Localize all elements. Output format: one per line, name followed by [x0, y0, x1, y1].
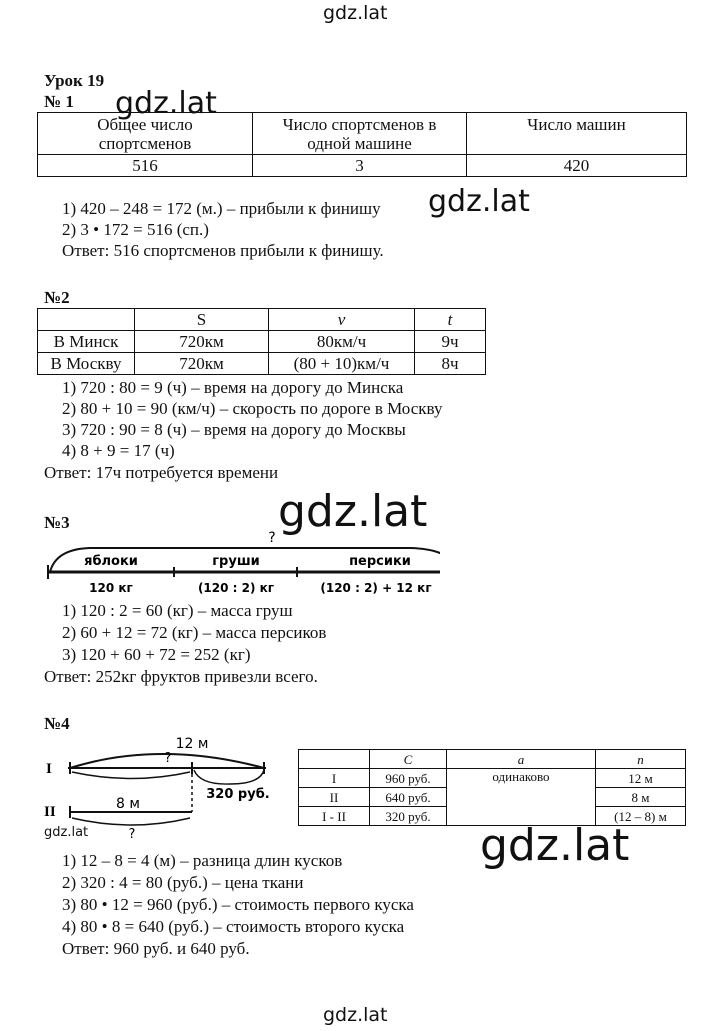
task4-header: C [370, 750, 447, 769]
task4-cell-merged: одинаково [447, 769, 596, 826]
task2-cell: (80 + 10)км/ч [269, 353, 415, 375]
task4-row1-label: I [46, 761, 52, 777]
task4-cell: 12 м [596, 769, 686, 788]
watermark-2: gdz.lat [428, 184, 530, 219]
task4-cell: 640 руб. [370, 788, 447, 807]
task3-step: 3) 120 + 60 + 72 = 252 (кг) [62, 645, 251, 664]
task2-step: 1) 720 : 80 = 9 (ч) – время на дорогу до Минска [62, 378, 404, 397]
task2-table [37, 308, 486, 375]
watermark-top: gdz.lat [323, 2, 388, 24]
task2-step: 2) 80 + 10 = 90 (км/ч) – скорость по дороге в Москву [62, 399, 443, 418]
task1-header-cars: Число машин [467, 113, 687, 155]
task4-segment-diagram [40, 730, 290, 840]
task3-segment-diagram [40, 527, 440, 599]
task3-value-peaches: (120 : 2) + 12 кг [320, 581, 432, 595]
task4-cell: (12 – 8) м [596, 807, 686, 826]
task4-cell: II [299, 788, 370, 807]
task4-cell: I [299, 769, 370, 788]
task1-step: 2) 3 • 172 = 516 (сп.) [62, 220, 209, 239]
task4-step: 3) 80 • 12 = 960 (руб.) – стоимость первого куска [62, 895, 414, 914]
task4-row2-label: II [44, 804, 56, 820]
task4-step: 4) 80 • 8 = 640 (руб.) – стоимость второго куска [62, 917, 405, 936]
task3-step: 1) 120 : 2 = 60 (кг) – масса груш [62, 601, 293, 620]
task4-cell: I - II [299, 807, 370, 826]
task4-bottom-brace [72, 818, 190, 825]
task1-cell: 420 [467, 155, 687, 177]
watermark-1: gdz.lat [115, 86, 217, 121]
task3-segment-apples: яблоки [84, 554, 138, 569]
task4-q2: ? [128, 827, 136, 840]
task4-extra-label: 320 руб. [206, 787, 270, 802]
task1-table [37, 112, 687, 177]
task2-cell: 9ч [415, 331, 486, 353]
task3-answer: Ответ: 252кг фруктов привезли всего. [44, 667, 318, 686]
task4-cell: 320 руб. [370, 807, 447, 826]
watermark-5: gdz.lat [480, 820, 630, 871]
task4-q1: ? [164, 751, 172, 766]
task3-question-mark: ? [268, 530, 276, 546]
task2-cell: В Минск [38, 331, 135, 353]
task2-step: 3) 720 : 90 = 8 (ч) – время на дорогу до Москвы [62, 420, 406, 439]
task2-header [38, 309, 135, 331]
task3-value-apples: 120 кг [89, 581, 133, 595]
task2-answer: Ответ: 17ч потребуется времени [44, 463, 279, 482]
task3-number: №3 [44, 513, 70, 532]
task4-cell: 960 руб. [370, 769, 447, 788]
task1-answer: Ответ: 516 спортсменов прибыли к финишу. [62, 241, 384, 260]
task2-header: t [415, 309, 486, 331]
task3-value-pears: (120 : 2) кг [197, 581, 275, 595]
task4-number: №4 [44, 714, 70, 733]
task4-mid-label: 8 м [116, 796, 140, 812]
lesson-title: Урок 19 [44, 71, 105, 90]
task2-step: 4) 8 + 9 = 17 (ч) [62, 441, 175, 460]
task2-cell: В Москву [38, 353, 135, 375]
watermark-4: gdz.lat [44, 825, 89, 840]
task4-extra-brace [194, 770, 264, 784]
task1-cell: 516 [38, 155, 253, 177]
watermark-bottom: gdz.lat [323, 1004, 388, 1026]
task4-header [299, 750, 370, 769]
task4-top-label: 12 м [175, 736, 209, 752]
task2-header: S [135, 309, 269, 331]
task3-segment-pears: груши [212, 554, 260, 569]
task2-cell: 720км [135, 331, 269, 353]
task4-header: a [447, 750, 596, 769]
task1-cell: 3 [253, 155, 467, 177]
task4-cell: 8 м [596, 788, 686, 807]
task2-number: №2 [44, 288, 70, 307]
task2-cell: 80км/ч [269, 331, 415, 353]
task4-step: 2) 320 : 4 = 80 (руб.) – цена ткани [62, 873, 304, 892]
task4-answer: Ответ: 960 руб. и 640 руб. [62, 939, 250, 958]
task4-header: n [596, 750, 686, 769]
watermark-3: gdz.lat [278, 486, 428, 537]
task4-lower-brace [72, 772, 190, 779]
task1-header-per-car: Число спортсменов в одной машине [253, 113, 467, 155]
task2-header: v [269, 309, 415, 331]
task4-step: 1) 12 – 8 = 4 (м) – разница длин кусков [62, 851, 343, 870]
task1-step: 1) 420 – 248 = 172 (м.) – прибыли к финишу [62, 199, 381, 218]
task2-cell: 8ч [415, 353, 486, 375]
task2-cell: 720км [135, 353, 269, 375]
task1-number: № 1 [44, 92, 74, 111]
task3-step: 2) 60 + 12 = 72 (кг) – масса персиков [62, 623, 327, 642]
task4-table [298, 749, 686, 826]
task3-segment-peaches: персики [349, 554, 411, 569]
task1-header-total: Общее число спортсменов [38, 113, 253, 155]
